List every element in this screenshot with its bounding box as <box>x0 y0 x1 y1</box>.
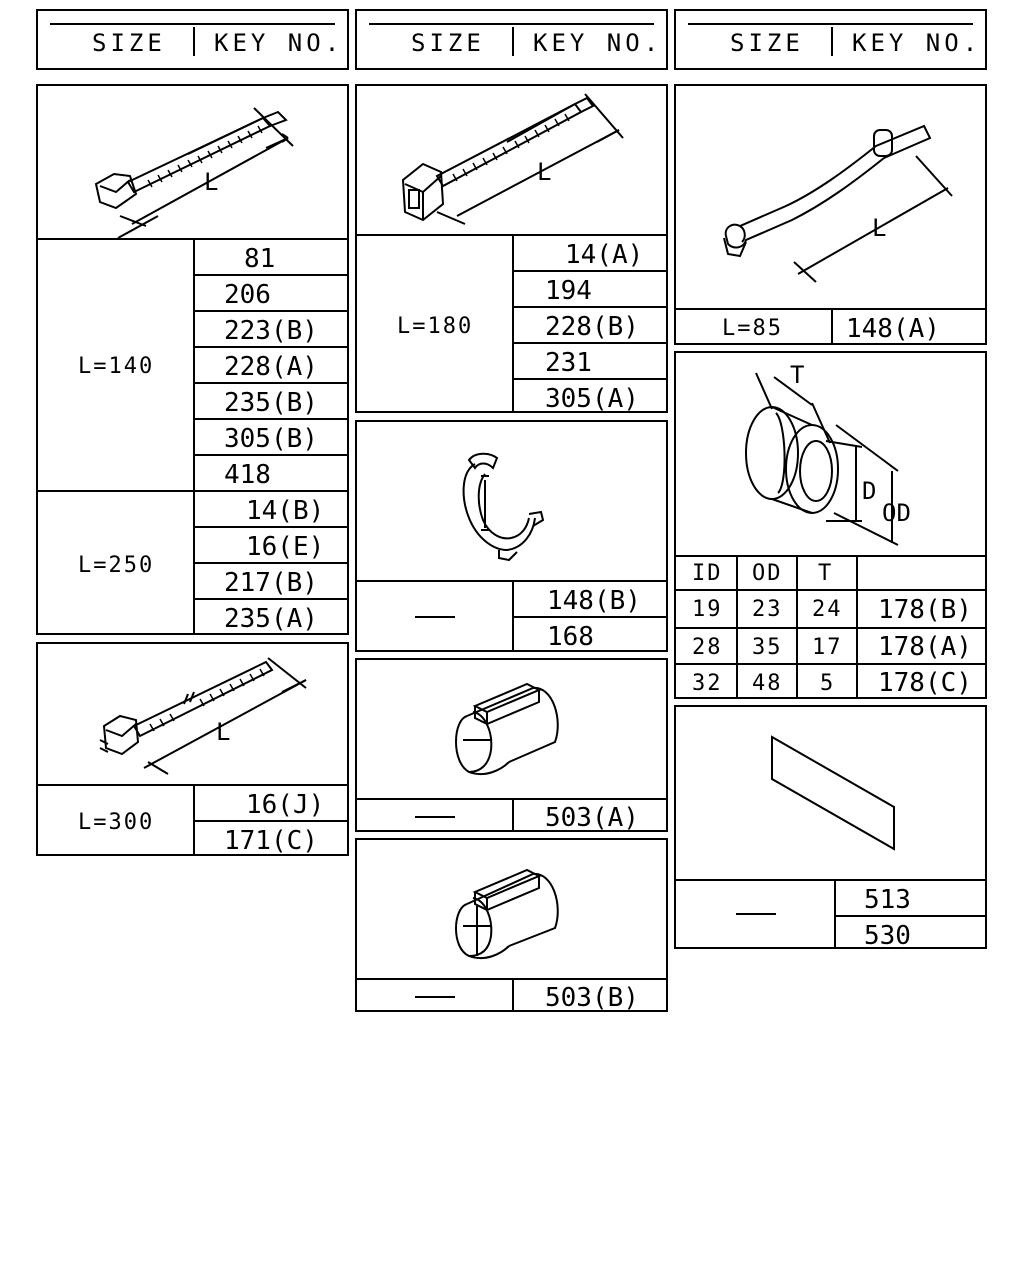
key-no-16e: 16(E) <box>246 532 325 562</box>
row-divider <box>512 270 666 272</box>
size-none-dash <box>415 616 455 618</box>
size-L-85: L=85 <box>722 316 783 341</box>
tape-illustration <box>676 707 989 879</box>
cushion-b-panel <box>355 838 668 1012</box>
grommet-row2-od: 35 <box>752 635 783 660</box>
key-no-81: 81 <box>244 244 276 274</box>
key-no-178c: 178(C) <box>878 668 972 698</box>
header-divider <box>193 27 195 56</box>
cushion-b-illustration <box>357 840 670 978</box>
size-none-dash <box>736 913 776 915</box>
size-key-divider <box>512 978 514 1010</box>
key-no-418: 418 <box>224 460 271 490</box>
grommet-row1-t: 24 <box>812 597 843 622</box>
col-divider <box>856 555 858 697</box>
key-no-530: 530 <box>864 921 911 951</box>
row-divider <box>512 378 666 380</box>
row-divider <box>512 342 666 344</box>
row-divider <box>193 598 347 600</box>
cable-tie-300-panel <box>36 642 349 856</box>
header-divider <box>831 27 833 56</box>
grommet-row3-id: 32 <box>692 671 723 696</box>
dimension-L-label: L <box>872 214 887 242</box>
key-no-148b: 148(B) <box>547 586 641 616</box>
clip-panel <box>355 420 668 652</box>
key-no-194: 194 <box>545 276 592 306</box>
key-no-header: KEY NO. <box>852 29 982 57</box>
row-divider <box>193 820 347 822</box>
strap-illustration <box>676 86 989 310</box>
row-divider <box>834 915 985 917</box>
row-divider <box>676 663 985 665</box>
key-no-header: KEY NO. <box>214 29 344 57</box>
size-L-250: L=250 <box>78 553 155 578</box>
row-divider <box>676 589 985 591</box>
cable-tie-300-illustration <box>38 644 351 784</box>
grommet-panel <box>674 351 987 699</box>
key-no-206: 206 <box>224 280 271 310</box>
size-key-divider <box>834 879 836 947</box>
header-rule <box>50 23 335 25</box>
size-none-dash <box>415 816 455 818</box>
dimension-OD-label: OD <box>882 499 911 527</box>
size-L-140: L=140 <box>78 354 155 379</box>
key-no-171c: 171(C) <box>224 826 318 856</box>
row-divider <box>676 627 985 629</box>
size-header: SIZE <box>411 29 485 57</box>
key-no-503a: 503(A) <box>545 803 639 833</box>
key-no-503b: 503(B) <box>545 983 639 1013</box>
panel-divider <box>676 879 985 881</box>
cable-tie-180-illustration <box>357 86 670 234</box>
key-no-header: KEY NO. <box>533 29 663 57</box>
grommet-row1-id: 19 <box>692 597 723 622</box>
header-col1 <box>36 9 349 70</box>
col-divider <box>796 555 798 697</box>
group-divider <box>38 490 347 492</box>
col-divider <box>736 555 738 697</box>
key-no-305b: 305(B) <box>224 424 318 454</box>
row-divider <box>193 346 347 348</box>
key-no-14b: 14(B) <box>246 496 325 526</box>
clip-illustration <box>357 422 670 580</box>
size-key-divider <box>193 784 195 854</box>
key-no-228b: 228(B) <box>545 312 639 342</box>
header-divider <box>512 27 514 56</box>
cable-tie-panel <box>36 84 349 635</box>
size-key-divider <box>831 308 833 343</box>
key-no-168: 168 <box>547 622 594 652</box>
key-no-217b: 217(B) <box>224 568 318 598</box>
size-header: SIZE <box>92 29 166 57</box>
grommet-row3-od: 48 <box>752 671 783 696</box>
dimension-L-label: L <box>204 168 219 196</box>
dimension-T-label: T <box>790 361 805 389</box>
header-rule <box>369 23 654 25</box>
dimension-L-label: L <box>216 718 231 746</box>
od-header: OD <box>752 561 783 586</box>
row-divider <box>512 616 666 618</box>
size-L-300: L=300 <box>78 810 155 835</box>
key-no-228a: 228(A) <box>224 352 318 382</box>
header-col2 <box>355 9 668 70</box>
grommet-row3-t: 5 <box>820 671 836 696</box>
row-divider <box>193 274 347 276</box>
panel-divider <box>676 555 985 557</box>
row-divider <box>193 418 347 420</box>
row-divider <box>193 454 347 456</box>
cable-tie-180-panel <box>355 84 668 413</box>
grommet-row2-id: 28 <box>692 635 723 660</box>
size-L-180: L=180 <box>397 314 474 339</box>
cable-tie-illustration <box>38 86 351 238</box>
key-no-14a: 14(A) <box>565 240 644 270</box>
id-header: ID <box>692 561 723 586</box>
key-no-235b: 235(B) <box>224 388 318 418</box>
key-no-305a: 305(A) <box>545 384 639 414</box>
dimension-D-label: D <box>862 477 877 505</box>
header-col3 <box>674 9 987 70</box>
grommet-illustration <box>676 353 989 555</box>
key-no-178b: 178(B) <box>878 595 972 625</box>
row-divider <box>193 562 347 564</box>
row-divider <box>193 526 347 528</box>
key-no-231: 231 <box>545 348 592 378</box>
size-key-divider <box>512 798 514 830</box>
t-header: T <box>818 561 834 586</box>
size-key-divider <box>512 234 514 411</box>
cushion-a-panel <box>355 658 668 832</box>
grommet-row2-t: 17 <box>812 635 843 660</box>
key-no-513: 513 <box>864 885 911 915</box>
size-header: SIZE <box>730 29 804 57</box>
key-no-148a: 148(A) <box>846 314 940 344</box>
size-key-divider <box>512 580 514 650</box>
key-no-16j: 16(J) <box>246 790 325 820</box>
row-divider <box>193 310 347 312</box>
grommet-row1-od: 23 <box>752 597 783 622</box>
tape-panel <box>674 705 987 949</box>
key-no-178a: 178(A) <box>878 632 972 662</box>
header-rule <box>688 23 973 25</box>
key-no-223b: 223(B) <box>224 316 318 346</box>
size-key-divider <box>193 238 195 633</box>
cushion-a-illustration <box>357 660 670 798</box>
size-none-dash <box>415 996 455 998</box>
key-no-235a: 235(A) <box>224 604 318 634</box>
row-divider <box>512 306 666 308</box>
row-divider <box>193 382 347 384</box>
strap-panel <box>674 84 987 345</box>
dimension-L-label: L <box>537 158 552 186</box>
